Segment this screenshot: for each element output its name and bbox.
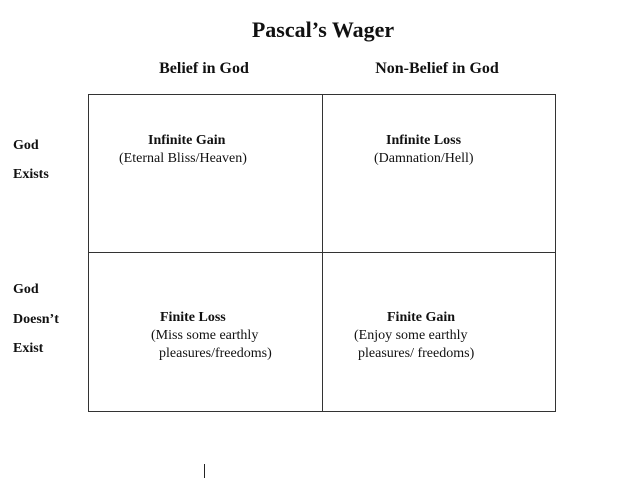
page-title: Pascal’s Wager bbox=[251, 17, 395, 42]
cell-finite-gain-detail-line2: pleasures/ freedoms) bbox=[358, 346, 475, 361]
matrix-vertical-divider bbox=[322, 94, 323, 412]
row-label-god-doesnt-exist-line2: Doesn’t bbox=[13, 312, 59, 327]
cell-infinite-gain-detail: (Eternal Bliss/Heaven) bbox=[119, 151, 247, 166]
cell-infinite-loss-heading: Infinite Loss bbox=[386, 133, 462, 148]
column-header-non-belief: Non-Belief in God bbox=[375, 60, 499, 77]
cell-finite-loss-detail-line1: (Miss some earthly bbox=[151, 328, 259, 343]
cell-finite-loss-detail-line2: pleasures/freedoms) bbox=[159, 346, 272, 361]
cell-infinite-gain-heading: Infinite Gain bbox=[148, 133, 226, 148]
cell-finite-gain-detail-line1: (Enjoy some earthly bbox=[354, 328, 468, 343]
cell-finite-loss-heading: Finite Loss bbox=[160, 310, 226, 325]
row-label-god-doesnt-exist-line1: God bbox=[13, 282, 39, 297]
matrix-horizontal-divider bbox=[88, 252, 556, 253]
row-label-god-doesnt-exist-line3: Exist bbox=[13, 341, 44, 356]
column-header-belief: Belief in God bbox=[159, 60, 249, 77]
cell-finite-gain-heading: Finite Gain bbox=[387, 310, 456, 325]
text-cursor[interactable] bbox=[204, 464, 205, 478]
row-label-god-exists-line1: God bbox=[13, 138, 39, 153]
cell-infinite-loss-detail: (Damnation/Hell) bbox=[374, 151, 474, 166]
row-label-god-exists-line2: Exists bbox=[13, 167, 49, 182]
